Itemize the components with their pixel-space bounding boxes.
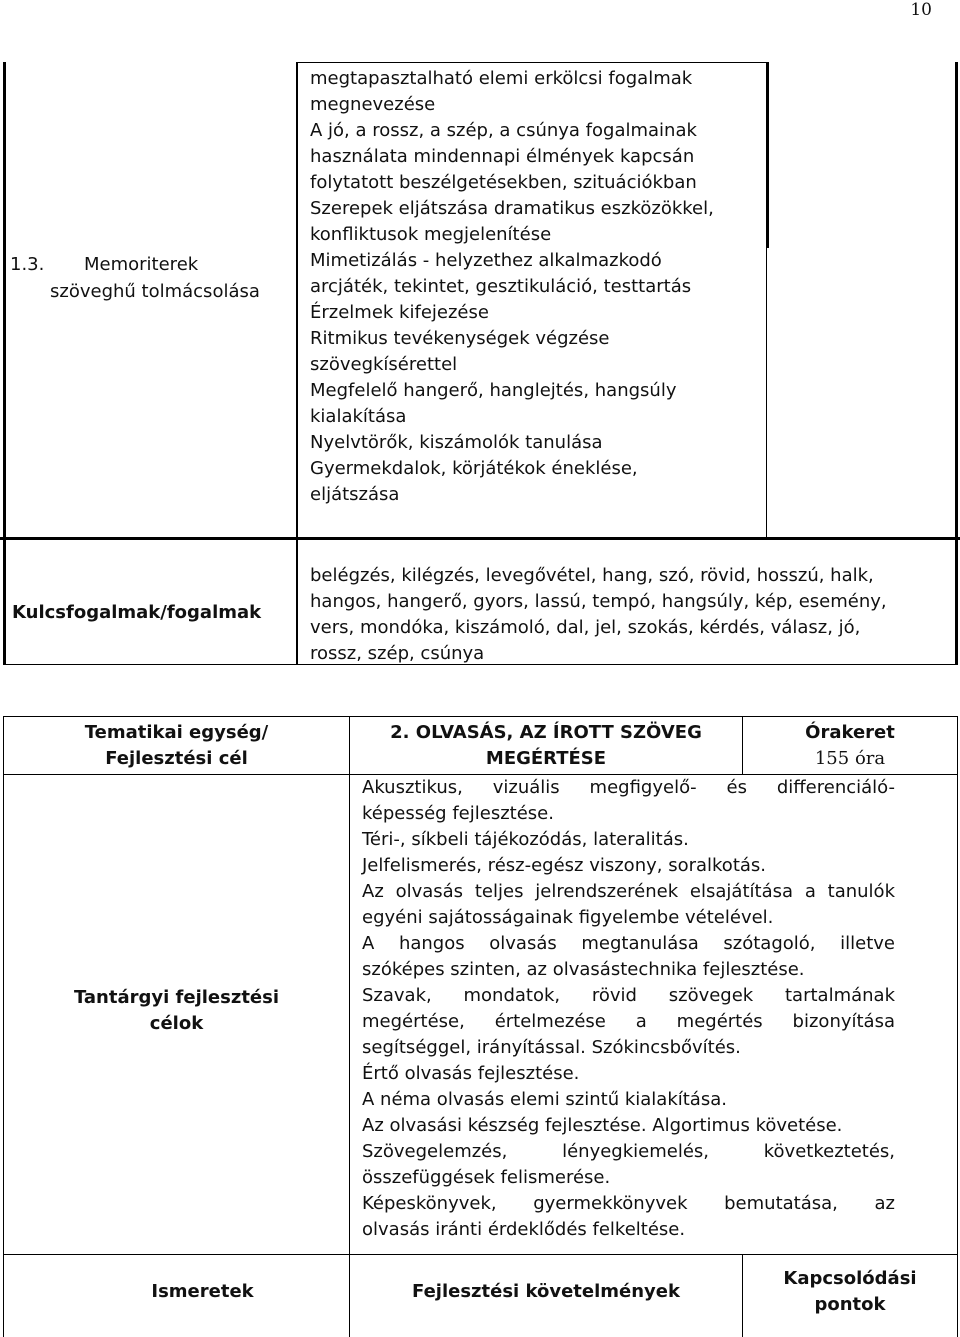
content-line: használata mindennapi élmények kapcsán	[310, 146, 695, 167]
hours-value: 155 óra	[814, 748, 886, 769]
content-line: Megfelelő hangerő, hanglejtés, hangsúly	[310, 380, 677, 401]
goal-line: megértése, értelmezése a megértés bizonyítása	[362, 1011, 895, 1032]
table-border-top	[296, 62, 766, 63]
keywords-line: rossz, szép, csúnya	[310, 643, 485, 664]
hours-label: Órakeret	[805, 722, 895, 743]
goal-line: Szavak, mondatok, rövid szövegek tartalmának	[362, 985, 895, 1006]
goal-line: Jelfelismerés, rész-egész viszony, soralkotás.	[362, 855, 767, 876]
goal-line: Értő olvasás fejlesztése.	[362, 1063, 580, 1084]
table-border-left	[3, 540, 6, 665]
hours-box	[743, 720, 957, 772]
goal-line: A hangos olvasás megtanulása szótagoló, illetve	[362, 933, 895, 954]
col-header-requirements: Fejlesztési követelmények	[412, 1281, 680, 1302]
table-border-right	[957, 716, 958, 1337]
goal-line: összefüggések felismerése.	[362, 1167, 611, 1188]
table-border-right	[955, 540, 958, 665]
goal-line: Téri-, síkbeli tájékozódás, lateralitás.	[362, 829, 689, 850]
content-line: Nyelvtörők, kiszámolók tanulása	[310, 432, 603, 453]
content-line: megnevezése	[310, 94, 436, 115]
content-line: Érzelmek kifejezése	[310, 302, 489, 323]
keywords-line: hangos, hangerő, gyors, lassú, tempó, hangsúly, kép, esemény,	[310, 591, 887, 612]
goal-line: Szövegelemzés, lényegkiemelés, következtetés,	[362, 1141, 895, 1162]
goal-line: olvasás iránti érdeklődés felkeltése.	[362, 1219, 686, 1240]
content-line: folytatott beszélgetésekben, szituációkban	[310, 172, 697, 193]
keywords-line: vers, mondóka, kiszámoló, dal, jel, szokás, kérdés, válasz, jó,	[310, 617, 861, 638]
table-divider	[766, 248, 767, 540]
content-line: Mimetizálás - helyzethez alkalmazkodó	[310, 250, 662, 271]
goals-label: Tantárgyi fejlesztési célok	[73, 987, 280, 1034]
content-line: szövegkísérettel	[310, 354, 458, 375]
goal-line: Az olvasás teljes jelrendszerének elsajátítása a tanulók	[362, 881, 895, 902]
unit-header-label: Tematikai egység/ Fejlesztési cél	[84, 722, 269, 769]
table-border-left	[3, 62, 6, 540]
keywords-content	[310, 563, 887, 667]
section-content	[310, 66, 714, 508]
table-divider	[0, 537, 960, 540]
section-title: Memoriterek	[84, 254, 199, 275]
goal-line: Akusztikus, vizuális megfigyelő- és differenciáló-	[362, 777, 895, 798]
table-divider	[3, 1254, 958, 1255]
table-border-top	[3, 716, 958, 717]
section-number: 1.3.	[10, 254, 45, 275]
table-divider	[349, 716, 350, 1337]
content-line: Gyermekdalok, körjátékok éneklése,	[310, 458, 638, 479]
keywords-label: Kulcsfogalmak/fogalmak	[12, 602, 262, 623]
content-line: arcjáték, tekintet, gesztikuláció, testtartás	[310, 276, 692, 297]
table-divider	[766, 62, 769, 248]
goal-line: Az olvasási készség fejlesztése. Algortimus követése.	[362, 1115, 843, 1136]
page-number: 10	[910, 0, 932, 20]
content-line: Ritmikus tevékenységek végzése	[310, 328, 610, 349]
goals-content	[362, 775, 895, 1243]
content-line: megtapasztalható elemi erkölcsi fogalmak	[310, 68, 693, 89]
content-line: konfliktusok megjelenítése	[310, 224, 552, 245]
content-line: A jó, a rossz, a szép, a csúnya fogalmainak	[310, 120, 697, 141]
goal-line: szóképes szinten, az olvasástechnika fejlesztése.	[362, 959, 805, 980]
goal-line: Képeskönyvek, gyermekkönyvek bemutatása, az	[362, 1193, 895, 1214]
goal-line: képesség fejlesztése.	[362, 803, 554, 824]
content-line: eljátszása	[310, 484, 400, 505]
content-line: kialakítása	[310, 406, 407, 427]
section-title: szöveghű tolmácsolása	[50, 281, 260, 302]
table-divider	[296, 62, 298, 540]
table-border-right	[955, 62, 958, 540]
content-line: Szerepek eljátszása dramatikus eszközökkel,	[310, 198, 714, 219]
goal-line: egyéni sajátosságainak figyelembe vételével.	[362, 907, 774, 928]
goal-line: A néma olvasás elemi szintű kialakítása.	[362, 1089, 727, 1110]
col-header-connections: Kapcsolódási pontok	[783, 1268, 917, 1315]
table-divider	[296, 540, 298, 665]
col-header-knowledge: Ismeretek	[151, 1281, 254, 1302]
goal-line: segítséggel, irányítással. Szókincsbővítés.	[362, 1037, 741, 1058]
unit-title: 2. OLVASÁS, AZ ÍROTT SZÖVEG MEGÉRTÉSE	[390, 722, 702, 769]
keywords-line: belégzés, kilégzés, levegővétel, hang, szó, rövid, hosszú, halk,	[310, 565, 874, 586]
